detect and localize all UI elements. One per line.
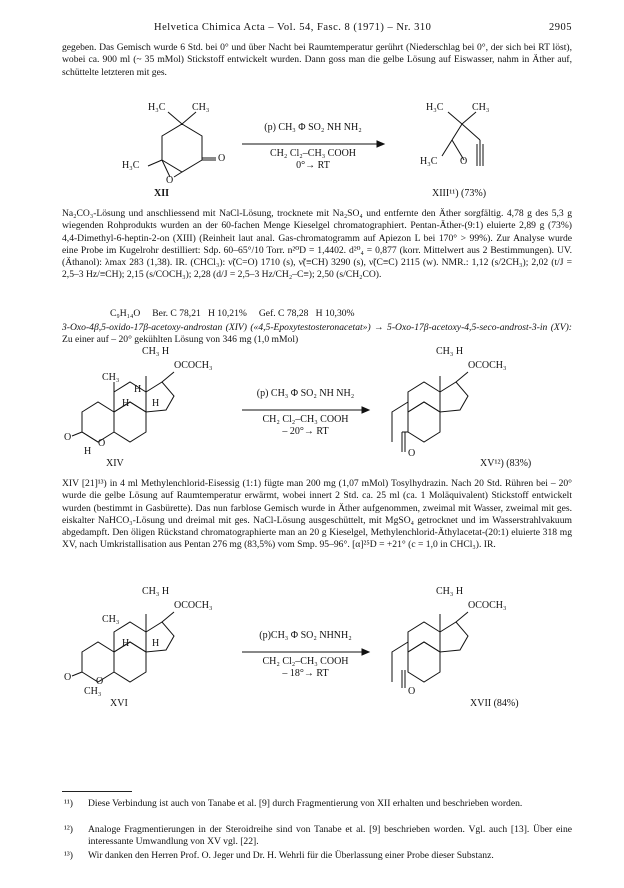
paragraph-3-text: Zu einer auf – 20° gekühlten Lösung von 346 mg (1,0 mMol) [62,334,299,346]
atom-label: OCOCH₃ [468,600,507,611]
footnote-divider [62,791,132,792]
atom-label: H₃C [122,160,140,171]
atom-label: O [98,438,106,449]
atom-label: CH₃ [102,372,120,383]
footnote-12 [62,824,572,849]
reagent-text: (p) CH₃ Φ SO₂ NH NH₂ [256,388,355,399]
atom-label: H [122,398,130,409]
atom-label: O [408,448,416,459]
atom-label: H [134,384,142,395]
atom-label: CH₃ H [142,586,170,597]
paragraph-2: Na₂CO₃-Lösung und anschliessend mit NaCl-Lösung, trocknete mit Na₂SO₄ und entfernte den Äther sorgfältig. 4,78 g des 5,3 g wiegenden Rohprodukts wurden an der 60-fachen Menge Kieselgel chromatographiert. Pentan-Äther-(9:1) eluierte 2,89 g (73%) 4,4-Dimethyl-6-heptin-2-on (XIII) (Reinheit laut anal. Gas-chromatogramm auf Apiezon L bei 170° > 99%). Zur Analyse wurde eine Probe im Kugelrohr destilliert: Sdp. 60–65°/10 Torr. n²⁰D = 1,4402. d²⁰₄ = 0,877 (korr. Mittelwert aus 2 Bestimmungen). UV. (Äthanol): λmax 283 (1,38). IR. (CHCl₃): ν̃(C=O) 1710 (s), ν̃(≡CH) 3290 (s), ν̃(C≡C) 2115 (w). NMR.: 1,12 (s/2CH₃); 2,02 (t/J = 2,5–3 Hz/≡CH); 2,15 (s/COCH₃); 2,28 (d/J = 2,5–3 Hz/CH₂–C≡); 2,50 (s/CH₂CO). [62,208,572,281]
footnote-text: Analoge Fragmentierungen in der Steroidreihe sind von Tanabe et al. [9] beschrieben worden. Vgl. auch [13]. Über eine interessante Umwandlung von XV vgl. [22]. [88,824,572,848]
atom-label: OCOCH₃ [468,360,507,371]
compound-label-xvii: XVII (84%) [470,698,519,709]
reagent-text: 0°→ RT [296,160,330,171]
footnote-number: ¹²) [64,824,73,835]
reaction-scheme-1 [62,82,572,204]
atom-label: CH₃ H [142,346,170,357]
atom-label: CH₃ [192,102,210,113]
atom-label: H₃C [420,156,438,167]
compound-label-xv: XV¹²) (83%) [480,458,532,469]
reaction-scheme-3 [62,586,572,709]
paragraph-1: gegeben. Das Gemisch wurde 6 Std. bei 0° und über Nacht bei Raumtemperatur gerührt (Niederschlag bei 0°, der sich bei RT löst), wobei ca. 900 ml (~ 35 mMol) Stickstoff entwickelt wurden. Dann goss man die gelbe Lösung auf Eiswasser, nahm in Äther auf, schüttelte letzteren mit ges. [62,42,572,78]
atom-label: O [64,672,72,683]
atom-label: H [152,638,160,649]
footnote-text: Diese Verbindung ist auch von Tanabe et al. [9] durch Fragmentierung von XII erhalten und beschrieben worden. [88,798,523,809]
footnote-number: ¹³) [64,850,73,861]
reagent-text: CH₂ Cl₂–CH₃ COOH [262,414,349,425]
atom-label: O [166,175,174,186]
atom-label: H [84,446,92,457]
atom-label: CH₃ [102,614,120,625]
atom-label: OCOCH₃ [174,600,213,611]
scheme-1-structures [62,82,572,204]
compound-label-xvi: XVI [110,698,128,709]
atom-label: H₃C [426,102,444,113]
compound-label-xii: XII [154,188,170,199]
atom-label: O [64,432,72,443]
reagent-text: – 18°→ RT [282,668,329,679]
atom-label: O [96,676,104,687]
atom-label: CH₃ H [436,346,464,357]
reagent-text: CH₂ Cl₂–CH₃ COOH [269,148,357,159]
atom-label: CH₃ [472,102,490,113]
journal-citation: Helvetica Chimica Acta – Vol. 54, Fasc. 8 (1971) – Nr. 310 [154,22,432,33]
reagent-text: – 20°→ RT [282,426,329,437]
footnote-11 [62,798,572,810]
reagent-text: (p) CH₃ Φ SO₂ NH NH₂ [264,122,362,133]
compound-label-xiv: XIV [106,458,124,469]
atom-label: CH₃ H [436,586,464,597]
atom-label: H [152,398,160,409]
compound-heading: 3-Oxo-4β,5-oxido-17β-acetoxy-androstan (XIV) («4,5-Epoxytestosteronacetat») → 5-Oxo-17β-acetoxy-4,5-seco-androst-3-in (XV): [62,322,572,333]
atom-label: O [218,153,226,164]
reaction-scheme-2 [62,346,572,472]
footnote-number: ¹¹) [64,798,73,809]
atom-label: H [122,638,130,649]
atom-label: O [460,156,468,167]
elemental-analysis: C₉H₁₄O Ber. C 78,21 H 10,21% Gef. C 78,28 H 10,30% [110,308,355,319]
footnote-13 [62,850,572,862]
paragraph-4: XIV [21]¹³) in 4 ml Methylenchlorid-Eisessig (1:1) fügte man 200 mg (1,07 mMol) Tosylhydrazin. Nach 20 Std. Rühren bei – 20° wurde die gelbe Lösung auf Raumtemperatur erwärmt, wobei innert 2 Std. ca. 25 ml (ca. 1 Moläquivalent) Stickstoff entwickelt wurden (bestimmt in Gasbürette). Das nun farblose Gemisch wurde in Äther aufgenommen, zweimal mit Wasser, zweimal mit ges. eiskalter NaHCO₃-Lösung und dreimal mit ges. NaCl-Lösung ausgeschüttelt, mit MgSO₄ getrocknet und im Wasserstrahlvakuum abgedampft. Den öligen Rückstand chromatographierte man an 20 g Kieselgel, Methylenchlorid-Äthylacetat-(20:1) eluierte 318 mg XV, nach Umkristallisation aus Pentan 276 mg (83,5%) vom Smp. 95–96°. [α]²⁵D = +21° (c = 1,0 in CHCl₃). IR. [62,478,572,551]
reagent-text: (p)CH₃ Φ SO₂ NHNH₂ [259,630,352,641]
page-number: 2905 [549,22,572,33]
footnote-text: Wir danken den Herren Prof. O. Jeger und Dr. H. Wehrli für die Überlassung einer Probe dieser Substanz. [88,850,494,861]
paragraph-3 [62,322,572,347]
compound-label-xiii: XIII¹¹) (73%) [432,188,487,199]
atom-label: CH₃ [84,686,102,697]
atom-label: O [408,686,416,697]
atom-label: OCOCH₃ [174,360,213,371]
reagent-text: CH₂ Cl₂–CH₃ COOH [262,656,349,667]
atom-label: H₃C [148,102,166,113]
